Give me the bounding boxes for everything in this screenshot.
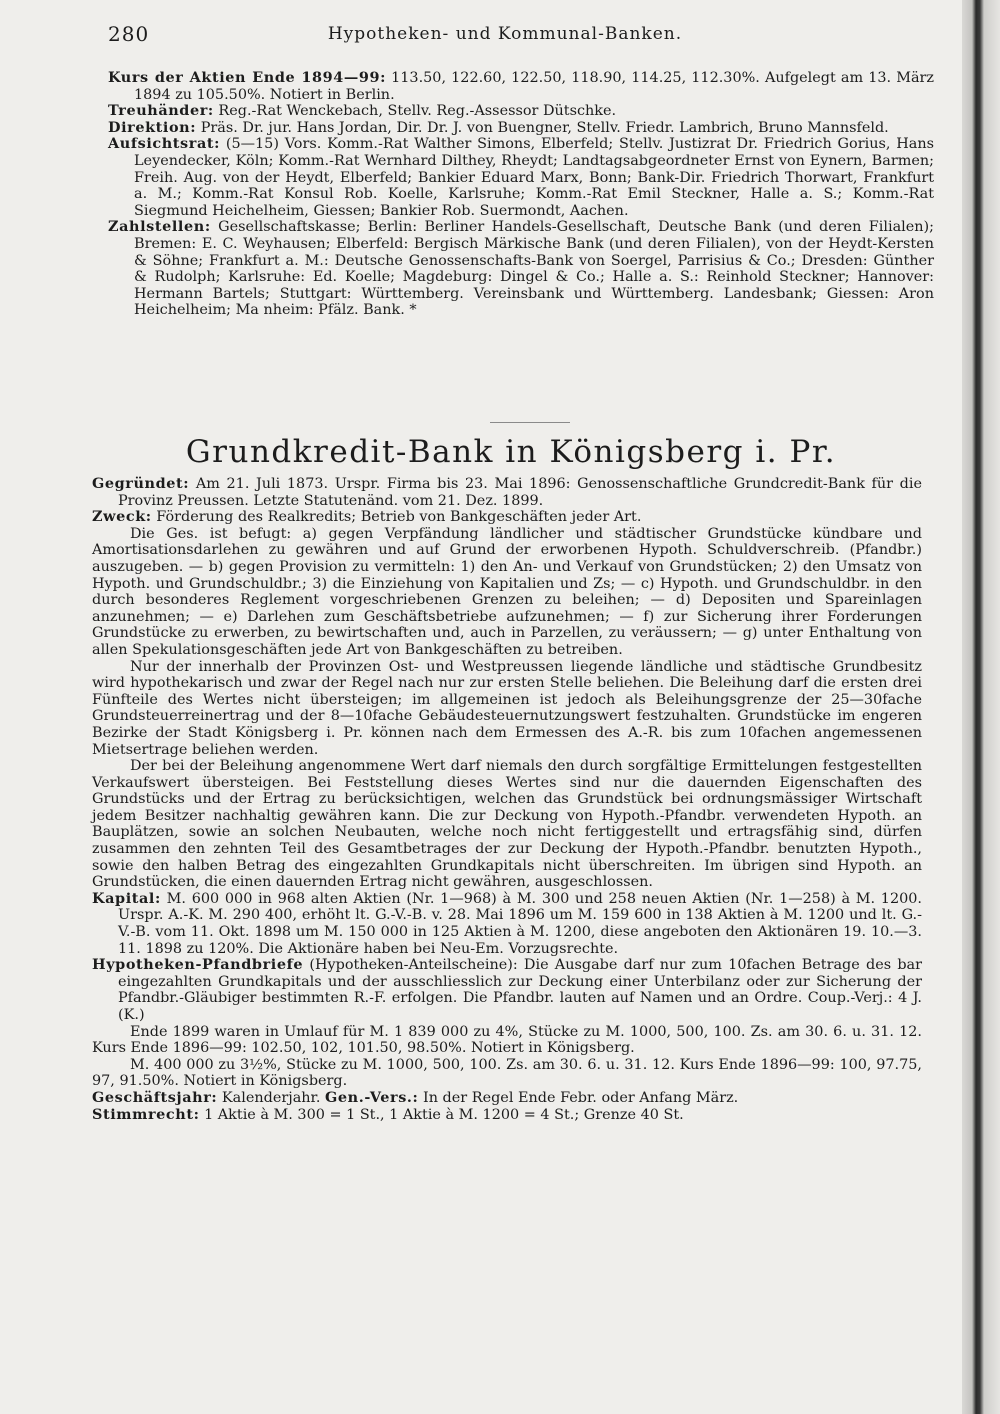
genvers-label: Gen.-Vers.: — [325, 1088, 419, 1106]
zahlstellen-paragraph — [108, 219, 934, 319]
book-gutter — [962, 0, 1000, 1414]
stimmrecht-text: 1 Aktie à M. 300 = 1 St., 1 Aktie à M. 1200 = 4 St.; Grenze 40 St. — [204, 1106, 684, 1123]
direktion-text: Präs. Dr. jur. Hans Jordan, Dir. Dr. J. von Buengner, Stellv. Friedr. Lambrich, Bruno Mannsfeld. — [200, 119, 889, 136]
gegruendet-text: Am 21. Juli 1873. Urspr. Firma bis 23. Mai 1896: Genossenschaftliche Grundcredit-Bank für die Provinz Preussen. Letzte Statutenänd. vom 21. Dez. 1899. — [118, 476, 922, 509]
gegruendet-paragraph — [92, 476, 922, 509]
bank-entry — [92, 476, 922, 1123]
zahlstellen-label: Zahlstellen: — [108, 218, 211, 236]
kapital-paragraph — [92, 891, 922, 957]
treuhaender-paragraph — [108, 103, 934, 120]
pfandbriefe-paragraph — [92, 957, 922, 1023]
stimmrecht-paragraph — [92, 1107, 922, 1124]
kurs-text: 113.50, 122.60, 122.50, 118.90, 114.25, 112.30%. Aufgelegt am 13. März 1894 zu 105.50%. Notiert in Berlin. — [134, 70, 934, 103]
kurs-label: Kurs der Aktien Ende 1894—99: — [108, 69, 386, 86]
kurs-paragraph — [108, 70, 934, 103]
aufsichtsrat-paragraph — [108, 136, 934, 219]
section-divider — [490, 422, 570, 423]
zweck-label: Zweck: — [92, 508, 152, 526]
pfandbriefe-label: Hypotheken-Pfandbriefe — [92, 956, 304, 974]
page-header — [108, 22, 902, 46]
running-title: Hypotheken- und Kommunal-Banken. — [327, 24, 683, 44]
direktion-label: Direktion: — [108, 118, 197, 136]
treuhaender-label: Treuhänder: — [108, 102, 214, 120]
wert-paragraph: Der bei der Beleihung angenommene Wert darf niemals den durch sorgfältige Ermittelungen festgestellten Verkaufswert übersteigen. Bei Feststellung dieses Wertes sind nur die dauernden Eigenschaften des Grundstücks und der Ertrag zu berücksichtigen, welchen das Grundstück bei ordnungsmässiger Wirtschaft jedem Besitzer nachhaltig gewähren kann. Die zur Deckung von Hypoth.-Pfandbr. verwendeten Hypoth. an Bauplätzen, sowie an solchen Neubauten, welche noch nicht fertiggestellt und ertragsfähig sind, dürfen zusammen den zehnten Teil des Gesamtbetrages der zur Deckung der Hypoth.-Pfandbr. benutzten Hypoth., sowie den halben Betrag des eingezahlten Grundkapitals nicht überschreiten. Im übrigen sind Hypoth. an Grundstücken, die einen dauernden Ertrag nicht gewähren, ausgeschlossen. — [92, 758, 922, 891]
zweck-paragraph — [92, 509, 922, 526]
previous-bank-entry — [108, 70, 934, 319]
kapital-text: M. 600 000 in 968 alten Aktien (Nr. 1—968) à M. 300 und 258 neuen Aktien (Nr. 1—258) à M. 1200. Urspr. A.-K. M. 290 400, erhöht lt. G.-V.-B. v. 28. Mai 1896 um M. 159 600 in 138 Aktien à M. 1200 und lt. G.-V.-B. vom 11. Okt. 1898 um M. 150 000 in 125 Aktien à M. 1200, diese angeboten den Aktionären 19. 10.—3. 11. 1898 zu 120%. Die Aktionäre haben bei Neu-Em. Vorzugsrechte. — [118, 890, 922, 957]
geschaeftsjahr-label: Geschäftsjahr: — [92, 1088, 218, 1106]
treuhaender-text: Reg.-Rat Wenckebach, Stellv. Reg.-Assessor Dütschke. — [218, 103, 617, 120]
page-number: 280 — [108, 22, 150, 46]
pfandbriefe-text: (Hypotheken-Anteilscheine): Die Ausgabe darf nur zum 10fachen Betrage des bar eingezahlten Grundkapitals und der ausschliesslich zur Deckung einer Unterbilanz oder zur Sicherung der Pfandbr.-Gläubiger bestimmten R.-F. erfolgen. Die Pfandbr. lauten auf Namen und an Ordre. Coup.-Verj.: 4 J. (K.) — [118, 957, 923, 1023]
geschaeftsjahr-text: Kalenderjahr. — [221, 1089, 321, 1106]
zahlstellen-text: Gesellschaftskasse; Berlin: Berliner Handels-Gesellschaft, Deutsche Bank (und deren Filialen); Bremen: E. C. Weyhausen; Elberfeld: Bergisch Märkische Bank (und deren Filialen), von der Heydt-Kersten & Söhne; Frankfurt a. M.: Deutsche Genossenschafts-Bank von Soergel, Parrisius & Co.; Dresden: Günther & Rudolph; Karlsruhe: Ed. Koelle; Magdeburg: Dingel & Co.; Halle a. S.: Reinhold Steckner; Hannover: Hermann Bartels; Stuttgart: Württemberg. Vereinsbank und Württemberg. Landesbank; Giessen: Aron Heichelheim; Ma nheim: Pfälz. Bank. * — [134, 219, 935, 319]
direktion-paragraph — [108, 120, 934, 137]
geschaeftsjahr-paragraph — [92, 1090, 922, 1107]
grundbesitz-paragraph: Nur der innerhalb der Provinzen Ost- und Westpreussen liegende ländliche und städtische Grundbesitz wird hypothekarisch und zwar der Regel nach nur zur ersten Stelle beliehen. Die Beleihung darf die ersten drei Fünfteile des Wertes nicht übersteigen; im allgemeinen ist jedoch als Beleihungsgrenze der 25—30fache Grundsteuerreinertrag und der 8—10fache Gebäudesteuernutzungswert festzuhalten. Grundstücke im engeren Bezirke der Stadt Königsberg i. Pr. können nach dem Ermessen des A.-R. bis zum 10fachen angemessenen Mietsertrage beliehen werden. — [92, 658, 922, 758]
kapital-label: Kapital: — [92, 889, 161, 907]
aufsichtsrat-label: Aufsichtsrat: — [108, 135, 221, 153]
stimmrecht-label: Stimmrecht: — [92, 1105, 200, 1123]
aufsichtsrat-text: (5—15) Vors. Komm.-Rat Walther Simons, Elberfeld; Stellv. Justizrat Dr. Friedrich Gorius, Hans Leyendecker, Köln; Komm.-Rat Wernhard Dilthey, Rheydt; Landtagsabgeordneter Ernst von Eynern, Barmen; Freih. Aug. von der Heydt, Elberfeld; Bankier Eduard Marx, Bonn; Bank-Dir. Friedrich Thorwart, Frankfurt a. M.; Komm.-Rat Konsul Rob. Koelle, Karlsruhe; Komm.-Rat Emil Steckner, Halle a. S.; Komm.-Rat Siegmund Heichelheim, Giessen; Bankier Rob. Suermondt, Aachen. — [134, 136, 935, 219]
befugt-paragraph: Die Ges. ist befugt: a) gegen Verpfändung ländlicher und städtischer Grundstücke kündbare und Amortisationsdarlehen zu gewähren und auf Grund der erworbenen Hypoth. Schuldverschreib. (Pfandbr.) auszugeben. — b) gegen Provision zu vermitteln: 1) den An- und Verkauf von Grundstücken; 2) den Umsatz von Hypoth. und Grundschuldbr.; 3) die Einziehung von Kapitalien und Zs; — c) Hypoth. und Grundschuldbr. in den durch besonderes Reglement vorgeschriebenen Grenzen zu beleihen; — d) Depositen und Spareinlagen anzunehmen; — e) Darlehen zum Geschäftsbetriebe aufzunehmen; — f) zur Sicherung ihrer Forderungen Grundstücke zu erwerben, zu bewirtschaften und, auch in Parzellen, zu veräussern; — g) unter Enthaltung von allen Spekulationsgeschäften jede Art von Bankgeschäften zu betreiben. — [92, 525, 922, 658]
zweck-text: Förderung des Realkredits; Betrieb von Bankgeschäften jeder Art. — [156, 509, 642, 526]
gegruendet-label: Gegründet: — [92, 475, 190, 492]
umlauf-paragraph: Ende 1899 waren in Umlauf für M. 1 839 000 zu 4%, Stücke zu M. 1000, 500, 100. Zs. am 30. 6. u. 31. 12. Kurs Ende 1896—99: 102.50, 102, 101.50, 98.50%. Notiert in Königsberg. — [92, 1023, 922, 1057]
bank-title: Grundkredit-Bank in Königsberg i. Pr. — [185, 434, 837, 470]
genvers-text: In der Regel Ende Febr. oder Anfang März. — [423, 1089, 739, 1106]
m400-paragraph: M. 400 000 zu 3½%, Stücke zu M. 1000, 500, 100. Zs. am 30. 6. u. 31. 12. Kurs Ende 1896—99: 100, 97.75, 97, 91.50%. Notiert in Königsberg. — [92, 1056, 922, 1090]
